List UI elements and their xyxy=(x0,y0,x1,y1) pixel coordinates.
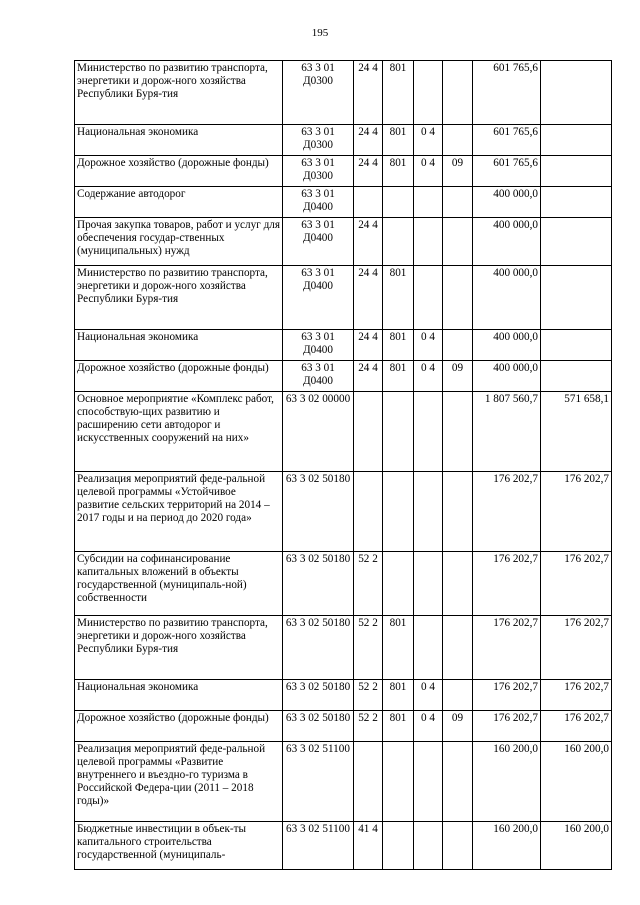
subsection-code xyxy=(443,392,473,472)
amount-total: 400 000,0 xyxy=(473,330,541,361)
amount-federal xyxy=(541,125,612,156)
subsection-code xyxy=(443,330,473,361)
amount-total: 176 202,7 xyxy=(473,711,541,742)
ministry-code xyxy=(383,218,414,266)
row-name: Содержание автодорог xyxy=(75,187,283,218)
subsection-code: 09 xyxy=(443,711,473,742)
target-code: 63 3 02 51100 xyxy=(283,822,354,870)
expense-type: 52 2 xyxy=(354,552,383,616)
section-code xyxy=(414,187,443,218)
amount-total: 176 202,7 xyxy=(473,680,541,711)
section-code: 0 4 xyxy=(414,156,443,187)
expense-type: 52 2 xyxy=(354,616,383,680)
row-name: Министерство по развитию транспорта, энергетики и дорож-ного хозяйства Республики Буря-тия xyxy=(75,266,283,330)
expense-type: 24 4 xyxy=(354,61,383,125)
expense-type xyxy=(354,742,383,822)
amount-federal: 176 202,7 xyxy=(541,472,612,552)
row-name: Дорожное хозяйство (дорожные фонды) xyxy=(75,361,283,392)
target-code: 63 3 01 Д0400 xyxy=(283,361,354,392)
ministry-code xyxy=(383,822,414,870)
expense-type: 24 4 xyxy=(354,361,383,392)
amount-federal xyxy=(541,361,612,392)
section-code: 0 4 xyxy=(414,125,443,156)
ministry-code: 801 xyxy=(383,266,414,330)
table-row xyxy=(75,218,612,266)
amount-total: 601 765,6 xyxy=(473,156,541,187)
row-name: Министерство по развитию транспорта, энергетики и дорож-ного хозяйства Республики Буря-тия xyxy=(75,616,283,680)
expense-type xyxy=(354,392,383,472)
subsection-code xyxy=(443,472,473,552)
subsection-code xyxy=(443,218,473,266)
table-row xyxy=(75,61,612,125)
row-name: Основное мероприятие «Комплекс работ, способствую-щих развитию и расширению сети автодорог и искусственных сооружений на них» xyxy=(75,392,283,472)
amount-total: 176 202,7 xyxy=(473,616,541,680)
amount-total: 160 200,0 xyxy=(473,822,541,870)
row-name: Дорожное хозяйство (дорожные фонды) xyxy=(75,156,283,187)
section-code xyxy=(414,616,443,680)
amount-total: 176 202,7 xyxy=(473,552,541,616)
expense-type: 52 2 xyxy=(354,711,383,742)
target-code: 63 3 02 50180 xyxy=(283,472,354,552)
table-row xyxy=(75,680,612,711)
amount-federal: 571 658,1 xyxy=(541,392,612,472)
ministry-code xyxy=(383,742,414,822)
section-code: 0 4 xyxy=(414,680,443,711)
table-row xyxy=(75,266,612,330)
target-code: 63 3 01 Д0400 xyxy=(283,330,354,361)
row-name: Бюджетные инвестиции в объек-ты капитального строительства государственной (муниципаль- xyxy=(75,822,283,870)
section-code: 0 4 xyxy=(414,711,443,742)
table-row xyxy=(75,187,612,218)
amount-federal: 176 202,7 xyxy=(541,680,612,711)
expense-type: 24 4 xyxy=(354,218,383,266)
section-code xyxy=(414,742,443,822)
amount-federal: 176 202,7 xyxy=(541,711,612,742)
amount-total: 160 200,0 xyxy=(473,742,541,822)
ministry-code: 801 xyxy=(383,330,414,361)
target-code: 63 3 01 Д0300 xyxy=(283,125,354,156)
table-row xyxy=(75,552,612,616)
expense-type: 24 4 xyxy=(354,125,383,156)
expense-type: 24 4 xyxy=(354,156,383,187)
row-name: Национальная экономика xyxy=(75,680,283,711)
amount-total: 176 202,7 xyxy=(473,472,541,552)
amount-federal: 160 200,0 xyxy=(541,822,612,870)
table-row xyxy=(75,711,612,742)
row-name: Прочая закупка товаров, работ и услуг для обеспечения государ-ственных (муниципальных) нужд xyxy=(75,218,283,266)
section-code xyxy=(414,218,443,266)
ministry-code xyxy=(383,552,414,616)
target-code: 63 3 02 50180 xyxy=(283,616,354,680)
table-row xyxy=(75,156,612,187)
subsection-code xyxy=(443,61,473,125)
expense-type xyxy=(354,472,383,552)
row-name: Реализация мероприятий феде-ральной целевой программы «Устойчивое развитие сельских территорий на 2014 – 2017 годы и на период до 2020 года» xyxy=(75,472,283,552)
section-code: 0 4 xyxy=(414,361,443,392)
target-code: 63 3 01 Д0300 xyxy=(283,156,354,187)
target-code: 63 3 01 Д0400 xyxy=(283,187,354,218)
amount-total: 601 765,6 xyxy=(473,61,541,125)
table-row xyxy=(75,125,612,156)
target-code: 63 3 02 50180 xyxy=(283,711,354,742)
ministry-code xyxy=(383,187,414,218)
target-code: 63 3 02 50180 xyxy=(283,552,354,616)
section-code xyxy=(414,472,443,552)
amount-federal xyxy=(541,61,612,125)
amount-total: 1 807 560,7 xyxy=(473,392,541,472)
amount-total: 400 000,0 xyxy=(473,266,541,330)
subsection-code: 09 xyxy=(443,361,473,392)
target-code: 63 3 02 51100 xyxy=(283,742,354,822)
row-name: Реализация мероприятий феде-ральной целевой программы «Развитие внутреннего и въездно-го туризма в Российской Федера-ции (2011 – 2018 годы)» xyxy=(75,742,283,822)
row-name: Субсидии на софинансирование капитальных вложений в объекты государственной (муниципаль-ной) собственности xyxy=(75,552,283,616)
ministry-code xyxy=(383,472,414,552)
table-row xyxy=(75,361,612,392)
amount-federal xyxy=(541,218,612,266)
subsection-code: 09 xyxy=(443,156,473,187)
table-row xyxy=(75,392,612,472)
budget-table xyxy=(74,60,612,870)
table-row xyxy=(75,616,612,680)
table-row xyxy=(75,472,612,552)
subsection-code xyxy=(443,187,473,218)
row-name: Дорожное хозяйство (дорожные фонды) xyxy=(75,711,283,742)
section-code xyxy=(414,552,443,616)
expense-type: 52 2 xyxy=(354,680,383,711)
target-code: 63 3 02 00000 xyxy=(283,392,354,472)
subsection-code xyxy=(443,822,473,870)
amount-federal xyxy=(541,156,612,187)
section-code xyxy=(414,822,443,870)
row-name: Национальная экономика xyxy=(75,330,283,361)
expense-type xyxy=(354,187,383,218)
ministry-code: 801 xyxy=(383,361,414,392)
expense-type: 41 4 xyxy=(354,822,383,870)
ministry-code xyxy=(383,392,414,472)
subsection-code xyxy=(443,552,473,616)
section-code: 0 4 xyxy=(414,330,443,361)
subsection-code xyxy=(443,266,473,330)
ministry-code: 801 xyxy=(383,125,414,156)
section-code xyxy=(414,266,443,330)
target-code: 63 3 02 50180 xyxy=(283,680,354,711)
amount-total: 400 000,0 xyxy=(473,218,541,266)
section-code xyxy=(414,392,443,472)
row-name: Национальная экономика xyxy=(75,125,283,156)
table-row xyxy=(75,330,612,361)
ministry-code: 801 xyxy=(383,711,414,742)
amount-federal: 176 202,7 xyxy=(541,616,612,680)
amount-total: 400 000,0 xyxy=(473,361,541,392)
subsection-code xyxy=(443,742,473,822)
ministry-code: 801 xyxy=(383,156,414,187)
page-number: 195 xyxy=(311,27,329,39)
amount-federal: 176 202,7 xyxy=(541,552,612,616)
subsection-code xyxy=(443,125,473,156)
amount-total: 400 000,0 xyxy=(473,187,541,218)
row-name: Министерство по развитию транспорта, энергетики и дорож-ного хозяйства Республики Буря-тия xyxy=(75,61,283,125)
amount-federal: 160 200,0 xyxy=(541,742,612,822)
expense-type: 24 4 xyxy=(354,266,383,330)
target-code: 63 3 01 Д0400 xyxy=(283,266,354,330)
target-code: 63 3 01 Д0400 xyxy=(283,218,354,266)
ministry-code: 801 xyxy=(383,680,414,711)
subsection-code xyxy=(443,680,473,711)
table-row xyxy=(75,742,612,822)
section-code xyxy=(414,61,443,125)
subsection-code xyxy=(443,616,473,680)
ministry-code: 801 xyxy=(383,616,414,680)
target-code: 63 3 01 Д0300 xyxy=(283,61,354,125)
amount-total: 601 765,6 xyxy=(473,125,541,156)
amount-federal xyxy=(541,266,612,330)
amount-federal xyxy=(541,187,612,218)
amount-federal xyxy=(541,330,612,361)
table-row xyxy=(75,822,612,870)
expense-type: 24 4 xyxy=(354,330,383,361)
ministry-code: 801 xyxy=(383,61,414,125)
